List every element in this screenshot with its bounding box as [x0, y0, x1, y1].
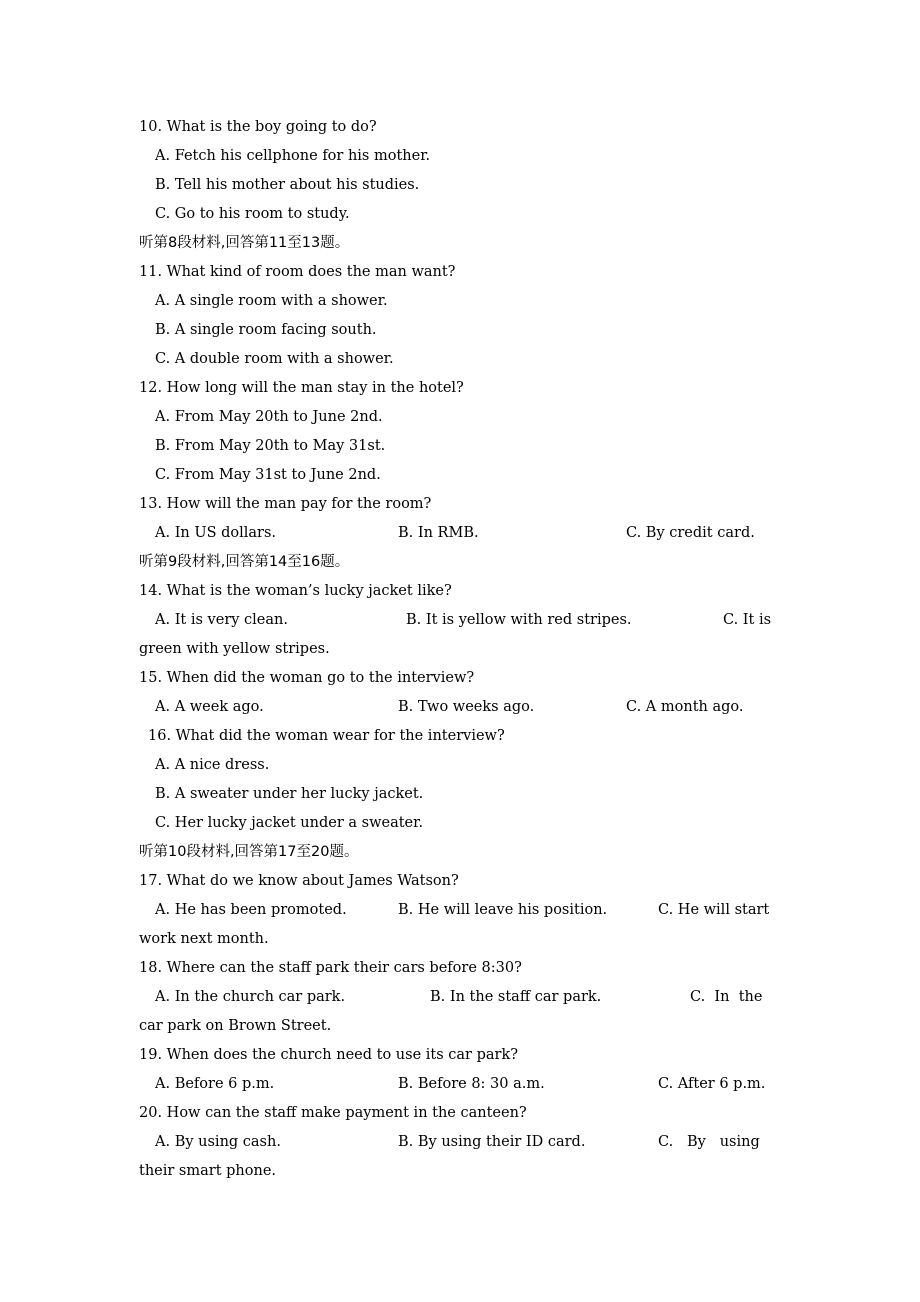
option-17c-start: C. He will start [658, 902, 770, 918]
option-17c-continuation: work next month. [139, 931, 269, 947]
option-10c: C. Go to his room to study. [155, 206, 350, 222]
section-heading-8: 听第8段材料,回答第11至13题。 [139, 235, 350, 251]
option-20b: B. By using their ID card. [398, 1134, 586, 1150]
options-row-20 [139, 1128, 784, 1157]
option-13a: A. In US dollars. [155, 525, 277, 541]
section-heading-9: 听第9段材料,回答第14至16题。 [139, 554, 350, 570]
options-row-13 [139, 519, 784, 548]
option-15b: B. Two weeks ago. [398, 699, 535, 715]
option-18a: A. In the church car park. [155, 989, 346, 1005]
question-20: 20. How can the staff make payment in the canteen? [139, 1105, 527, 1121]
option-13b: B. In RMB. [398, 525, 479, 541]
option-11a: A. A single room with a shower. [155, 293, 388, 309]
option-18b: B. In the staff car park. [430, 989, 602, 1005]
option-16b: B. A sweater under her lucky jacket. [155, 786, 424, 802]
option-14c-continuation: green with yellow stripes. [139, 641, 330, 657]
option-13c: C. By credit card. [626, 525, 755, 541]
option-20a: A. By using cash. [155, 1134, 281, 1150]
option-12a: A. From May 20th to June 2nd. [155, 409, 383, 425]
question-18: 18. Where can the staff park their cars before 8:30? [139, 960, 522, 976]
question-11: 11. What kind of room does the man want? [139, 264, 456, 280]
options-row-15 [139, 693, 784, 722]
question-19: 19. When does the church need to use its car park? [139, 1047, 519, 1063]
option-19c: C. After 6 p.m. [658, 1076, 766, 1092]
question-16: 16. What did the woman wear for the interview? [148, 728, 505, 744]
section-heading-10: 听第10段材料,回答第17至20题。 [139, 844, 359, 860]
option-19a: A. Before 6 p.m. [155, 1076, 275, 1092]
option-14a: A. It is very clean. [155, 612, 288, 628]
options-row-18 [139, 983, 784, 1012]
option-10a: A. Fetch his cellphone for his mother. [155, 148, 431, 164]
option-12c: C. From May 31st to June 2nd. [155, 467, 381, 483]
option-14c-start: C. It is [723, 612, 772, 628]
question-list [139, 113, 784, 1186]
option-14b: B. It is yellow with red stripes. [406, 612, 632, 628]
option-15a: A. A week ago. [155, 699, 264, 715]
option-18c-continuation: car park on Brown Street. [139, 1018, 332, 1034]
option-12b: B. From May 20th to May 31st. [155, 438, 386, 454]
question-17: 17. What do we know about James Watson? [139, 873, 459, 889]
option-16a: A. A nice dress. [155, 757, 270, 773]
question-15: 15. When did the woman go to the interview? [139, 670, 475, 686]
option-18c-start: C. In the [690, 989, 763, 1005]
option-11c: C. A double room with a shower. [155, 351, 394, 367]
option-17b: B. He will leave his position. [398, 902, 608, 918]
options-row-19 [139, 1070, 784, 1099]
option-10b: B. Tell his mother about his studies. [155, 177, 420, 193]
option-19b: B. Before 8: 30 a.m. [398, 1076, 545, 1092]
options-row-14 [139, 606, 784, 635]
question-13: 13. How will the man pay for the room? [139, 496, 432, 512]
option-16c: C. Her lucky jacket under a sweater. [155, 815, 424, 831]
option-15c: C. A month ago. [626, 699, 744, 715]
question-12: 12. How long will the man stay in the hotel? [139, 380, 464, 396]
option-17a: A. He has been promoted. [155, 902, 347, 918]
options-row-17 [139, 896, 784, 925]
option-20c-continuation: their smart phone. [139, 1163, 277, 1179]
question-10: 10. What is the boy going to do? [139, 119, 377, 135]
option-11b: B. A single room facing south. [155, 322, 377, 338]
question-14: 14. What is the woman’s lucky jacket like? [139, 583, 452, 599]
option-20c-start: C. By using [658, 1134, 760, 1150]
